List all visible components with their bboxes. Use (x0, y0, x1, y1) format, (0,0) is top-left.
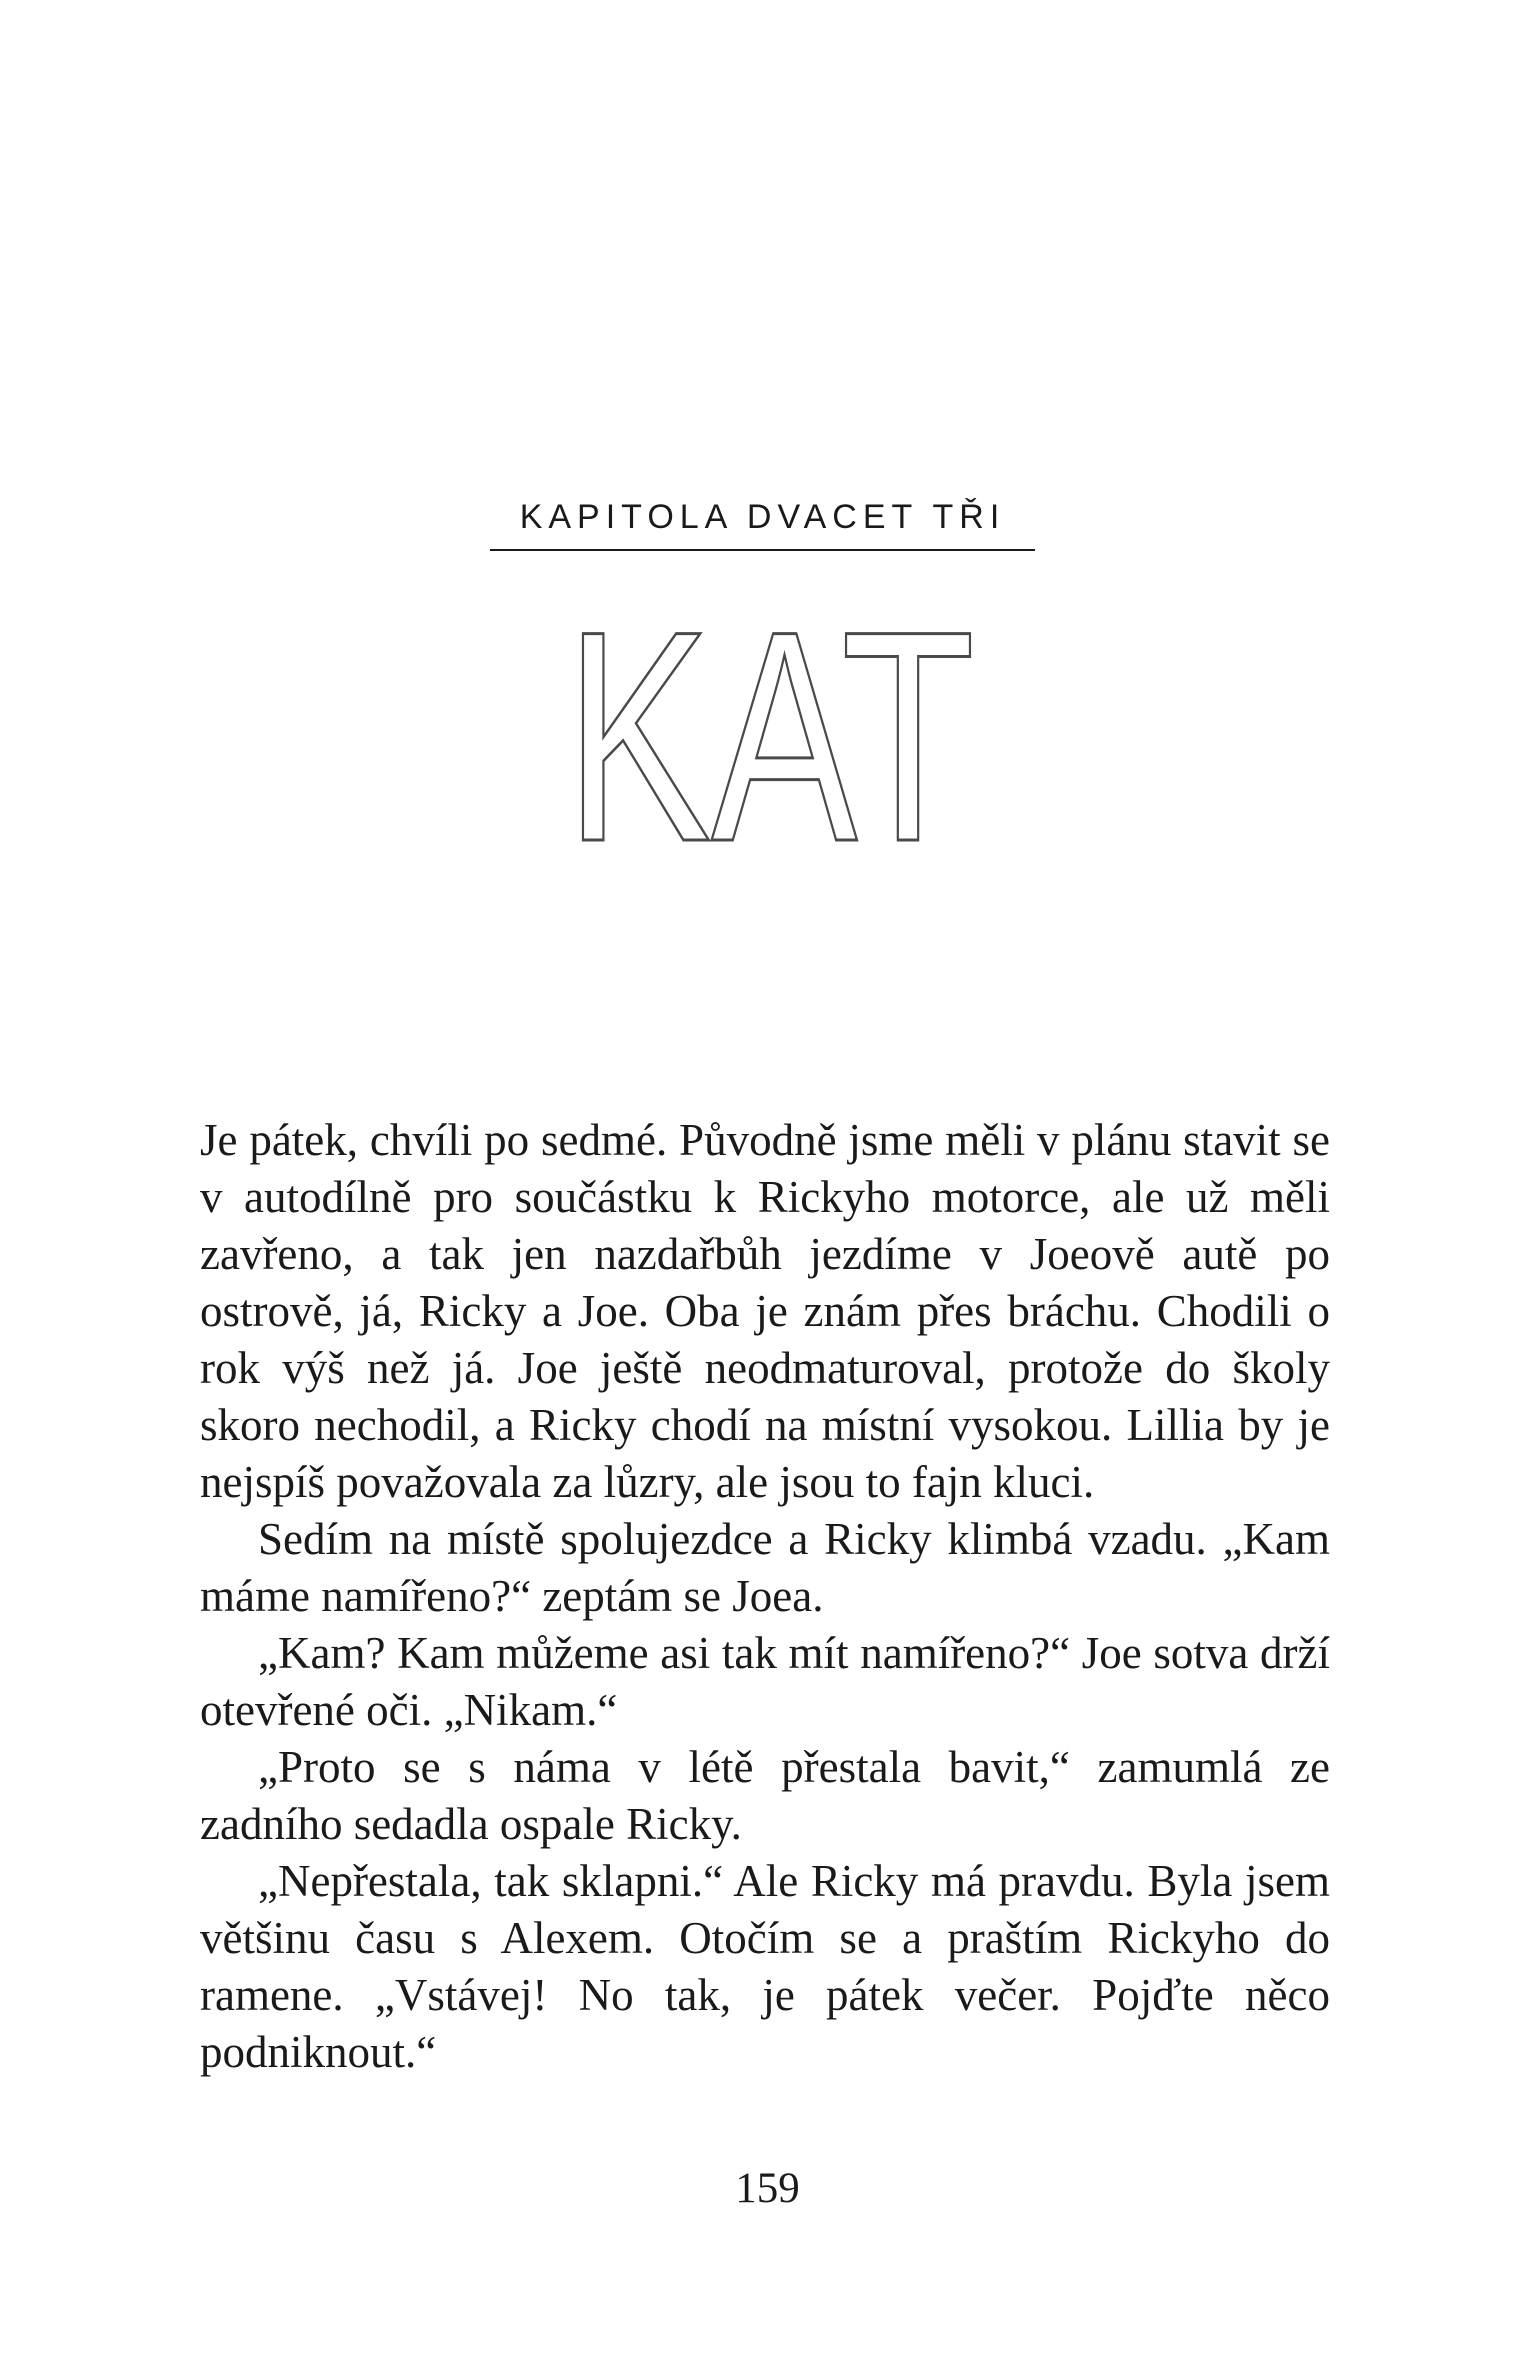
paragraph: Je pátek, chvíli po sedmé. Původně jsme měli v plánu stavit se v autodílně pro součástku k Rickyho motorce, ale už měli zavřeno, a tak jen nazdařbůh jezdíme v Joeově autě po ostrově, já, Ricky a Joe. Oba je znám přes bráchu. Chodili o rok výš než já. Joe ještě neodmaturoval, protože do školy skoro nechodil, a Ricky chodí na místní vysokou. Lillia by je nejspíš považovala za lůzry, ale jsou to fajn kluci. (200, 1115, 1330, 1507)
chapter-title-text: KAT (565, 568, 975, 904)
chapter-label: KAPITOLA DVACET TŘI (519, 498, 1006, 536)
chapter-title-outline (560, 568, 980, 904)
chapter-title (560, 568, 980, 904)
page-number: 159 (735, 2165, 800, 2212)
chapter-rule (490, 549, 1035, 551)
paragraph: Sedím na místě spolujezdce a Ricky klimbá vzadu. „Kam máme namířeno?“ zeptám se Joea. (200, 1514, 1330, 1621)
paragraph: „Nepřestala, tak sklapni.“ Ale Ricky má pravdu. Byla jsem většinu času s Alexem. Otočím se a praštím Rickyho do ramene. „Vstávej! No tak, je pátek večer. Pojďte něco podniknout.“ (200, 1856, 1330, 2077)
paragraph: „Proto se s náma v létě přestala bavit,“ zamumlá ze zadního sedadla ospale Ricky. (200, 1742, 1330, 1849)
body-text (200, 1112, 1330, 2081)
paragraph: „Kam? Kam můžeme asi tak mít namířeno?“ Joe sotva drží otevřené oči. „Nikam.“ (200, 1628, 1330, 1735)
